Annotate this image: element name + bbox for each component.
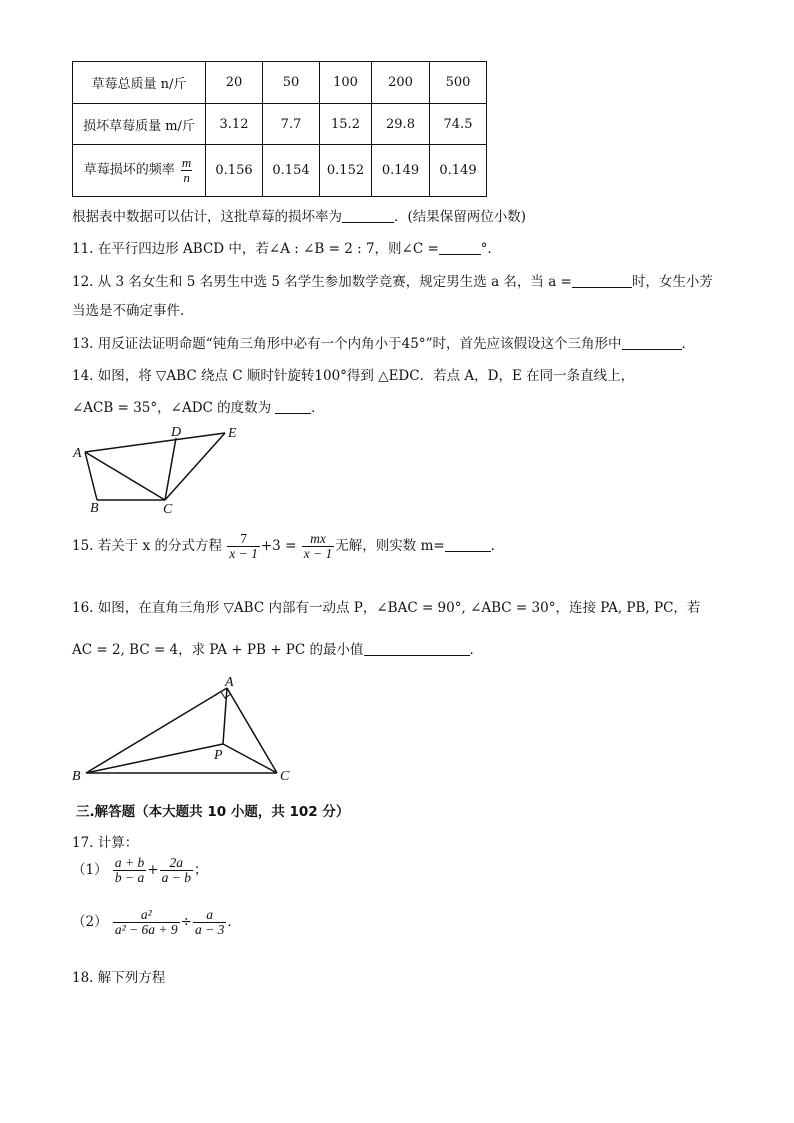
fraction-denominator: n [183,170,190,185]
table-cell: 0.154 [263,145,320,197]
fraction-numerator: mx [310,531,326,546]
fraction-denominator: a − 3 [194,922,225,938]
segment-ab [85,452,97,500]
point-label-c: C [163,502,173,517]
segment-bp [86,744,223,773]
fraction-denominator: x − 1 [303,546,333,562]
fraction-numerator: 2a [169,855,184,870]
question-text: 13. 用反证法证明命题“钝角三角形中必有一个内角小于45°”时，首先应该假设这个三角形中 [72,336,622,352]
question-14: 14. 如图，将 ▽ABC 绕点 C 顺时针旋转100°得到 △EDC．若点 A，D，E 在同一条直线上， [72,368,635,384]
fraction-denominator: a² − 6a + 9 [114,922,178,938]
point-label-b: B [72,769,81,784]
table-header-cell: 草莓总质量 n/斤 [73,62,206,104]
question-10-tail [72,205,526,225]
point-label-e: E [228,426,237,441]
segment-dc [165,438,176,500]
fraction-denominator: x − 1 [229,546,258,562]
question-text: ． [469,642,484,658]
table-cell: 100 [320,62,372,104]
answer-blank[interactable] [572,273,632,288]
point-label-a: A [73,446,82,461]
table-cell: 500 [430,62,487,104]
table-cell: 0.149 [430,145,487,197]
operator: + [147,862,159,879]
table-header-text: 草莓损坏的频率 [83,163,175,178]
question-text: ． [311,400,325,416]
answer-blank[interactable] [445,537,491,552]
fraction [227,532,260,561]
question-text: ； [193,862,208,879]
question-text: 无解，则实数 m= [335,538,445,555]
fraction [160,856,193,885]
frequency-table [72,61,487,197]
question-text: 根据表中数据可以估计，这批草莓的损坏率为 [72,209,342,225]
question-text: AC = 2, BC = 4，求 PA + PB + PC 的最小值 [72,642,364,658]
table-cell: 3.12 [206,104,263,145]
question-text: ． [681,336,695,352]
table-cell: 29.8 [372,104,430,145]
question-17-part-2 [72,908,241,937]
question-15 [72,532,504,561]
part-label: （2） [72,914,108,931]
point-label-c: C [280,769,290,784]
answer-blank[interactable] [342,208,394,223]
table-cell: 7.7 [263,104,320,145]
fraction [113,856,146,885]
question-text: ． [227,914,241,931]
question-text: 15. 若关于 x 的分式方程 [72,538,222,555]
question-14-line2 [72,396,325,416]
question-text: ∠ACB = 35°，∠ADC 的度数为 [72,400,272,416]
table-cell: 20 [206,62,263,104]
fraction-numerator: a² [140,907,152,922]
table-cell: 15.2 [320,104,372,145]
answer-blank[interactable] [275,399,311,414]
question-text: 时，女生小芳 [631,274,713,290]
fraction-numerator: a + b [114,855,145,870]
table-row [73,62,487,104]
section-heading: 三.解答题（本大题共 10 小题，共 102 分） [76,804,350,820]
question-text: ． [490,538,505,555]
fraction-denominator: a − b [161,870,191,886]
table-row [73,104,487,145]
question-12 [72,270,713,290]
fraction [302,532,335,561]
figure-16-diagram [70,670,310,785]
fraction [193,908,226,937]
answer-blank[interactable] [439,240,481,255]
figure-14-diagram [70,422,260,517]
operator: ÷ [180,914,192,931]
question-16-line2 [72,638,483,658]
fraction-numerator: 7 [240,531,247,546]
segment-ac [85,452,165,500]
question-16: 16. 如图，在直角三角形 ▽ABC 内部有一动点 P，∠BAC = 90°, ∠ABC = 30°，连接 PA, PB, PC，若 [72,600,701,616]
question-18: 18. 解下列方程 [72,970,166,986]
question-11 [72,237,501,257]
point-label-a: A [225,675,234,690]
table-cell: 0.149 [372,145,430,197]
fraction-numerator: m [181,155,192,171]
table-header-cell [73,145,206,197]
question-text: °． [480,241,502,257]
answer-blank[interactable] [364,641,470,656]
question-text: 11. 在平行四边形 ABCD 中，若∠A : ∠B = 2 : 7，则∠C = [72,241,439,257]
question-13 [72,332,695,352]
table-header-cell: 损坏草莓质量 m/斤 [73,104,206,145]
question-text: +3 = [260,538,297,555]
point-label-d: D [171,425,182,440]
question-17-title: 17. 计算： [72,835,139,851]
fraction-numerator: a [206,907,214,922]
part-label: （1） [72,862,108,879]
table-cell: 50 [263,62,320,104]
point-label-p: P [214,748,223,763]
table-row [73,145,487,197]
table-cell: 200 [372,62,430,104]
segment-ae [85,433,225,452]
question-12-line2: 当选是不确定事件． [72,303,194,319]
question-text: 12. 从 3 名女生和 5 名男生中选 5 名学生参加数学竞赛，规定男生选 a 名，当 a = [72,274,572,290]
question-17-part-1 [72,856,207,885]
fraction [113,908,180,937]
table-cell: 0.152 [320,145,372,197]
segment-ec [165,433,225,500]
segment-ba [86,688,227,773]
point-label-b: B [90,501,99,516]
table-cell: 0.156 [206,145,263,197]
fraction-denominator: b − a [114,870,145,886]
fraction [180,156,193,184]
answer-blank[interactable] [622,335,682,350]
question-text: ．(结果保留两位小数) [394,209,527,225]
table-cell: 74.5 [430,104,487,145]
